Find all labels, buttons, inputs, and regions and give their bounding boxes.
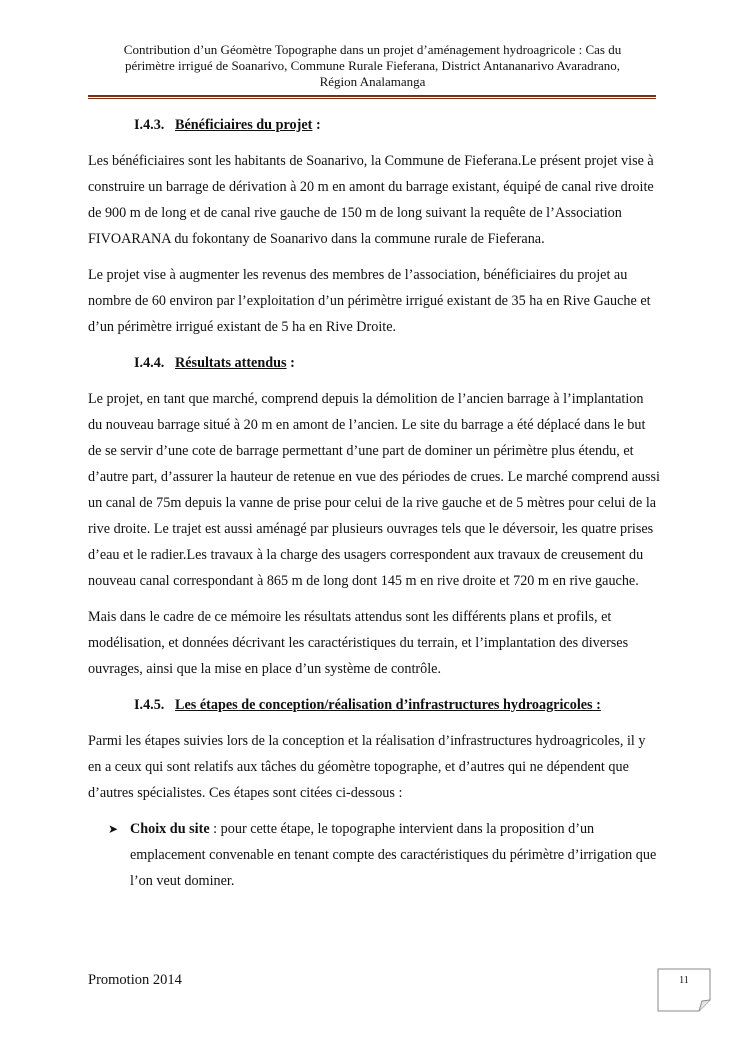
running-header — [95, 42, 650, 90]
list-item-lead: Choix du site — [130, 821, 210, 837]
section-title-suffix: : — [312, 117, 321, 133]
header-line-2: périmètre irrigué de Soanarivo, Commune Rurale Fieferana, District Antananarivo Avaradrano, — [124, 58, 621, 73]
paragraph: Les bénéficiaires sont les habitants de Soanarivo, la Commune de Fieferana.Le présent projet vise à construire un barrage de dérivation à 20 m en amont du barrage existant, équipé de canal rive droite de 900 m de long et de canal rive gauche de 150 m de long suivant la requête de l’Association FIVOARANA du fokontany de Soanarivo dans la commune rurale de Fieferana. — [88, 153, 654, 247]
page-number-box — [657, 968, 711, 1012]
page-body — [88, 112, 660, 894]
paragraph: Parmi les étapes suivies lors de la conception et la réalisation d’infrastructures hydroagricoles, il y en a ceux qui sont relatifs aux tâches du géomètre topographe, et d’autres qui ne dépendent que d’autres spécialistes. Ces étapes sont citées ci-dessous : — [88, 733, 646, 801]
page-number: 11 — [679, 975, 689, 986]
header-rule-thin — [88, 98, 656, 99]
section-number: I.4.4. — [134, 355, 165, 371]
section-heading-beneficiaires — [88, 112, 660, 138]
paragraph: Le projet, en tant que marché, comprend depuis la démolition de l’ancien barrage à l’implantation du nouveau barrage situé à 20 m en amont de l’ancien. Le site du barrage a été déplacé dans le but de se servir d’une cote de barrage permettant d’une part de dominer un périmètre plus étendu, et d’autre part, d’assurer la hauteur de retenue en vue des périodes de crues. Le marché comprend aussi un canal de 75m depuis la vanne de prise pour celui de la rive gauche et de 5 mètres pour celui de la rive droite. Le trajet est aussi aménagé par plusieurs ouvrages tels que le déversoir, les quatre prises d’eau et le radier.Les travaux à la charge des usagers correspondent aux travaux de creusement du nouveau canal correspondant à 865 m de long dont 145 m en rive droite et 720 m en rive gauche. — [88, 391, 660, 589]
paragraph: Le projet vise à augmenter les revenus des membres de l’association, bénéficiaires du projet au nombre de 60 environ par l’exploitation d’un périmètre irrigué existant de 35 ha en Rive Gauche et d’un périmètre irrigué existant de 5 ha en Rive Droite. — [88, 267, 651, 335]
footer-promotion: Promotion 2014 — [88, 972, 182, 988]
list-item — [88, 816, 660, 894]
section-title-suffix: : — [286, 355, 295, 371]
section-heading-etapes — [88, 692, 660, 718]
section-heading-resultats — [88, 350, 660, 376]
section-title: Les étapes de conception/réalisation d’infrastructures hydroagricoles : — [175, 697, 601, 713]
header-rule — [88, 95, 656, 97]
arrow-bullet-icon: ➤ — [108, 822, 119, 836]
header-line-1: Contribution d’un Géomètre Topographe dans un projet d’aménagement hydroagricole : Cas du — [123, 42, 622, 57]
section-title: Résultats attendus — [175, 355, 287, 371]
header-line-3: Région Analamanga — [319, 74, 426, 89]
paragraph: Mais dans le cadre de ce mémoire les résultats attendus sont les différents plans et profils, et modélisation, et données décrivant les caractéristiques du terrain, et l’implantation des diverses ouvrages, ainsi que la mise en place d’un système de contrôle. — [88, 609, 629, 677]
list-item-text: : pour cette étape, le topographe intervient dans la proposition d’un emplacement convenable en tenant compte des caractéristiques du périmètre d’irrigation que l’on veut dominer. — [130, 821, 657, 889]
section-number: I.4.3. — [134, 117, 165, 133]
section-number: I.4.5. — [134, 697, 165, 713]
section-title: Bénéficiaires du projet — [175, 117, 313, 133]
